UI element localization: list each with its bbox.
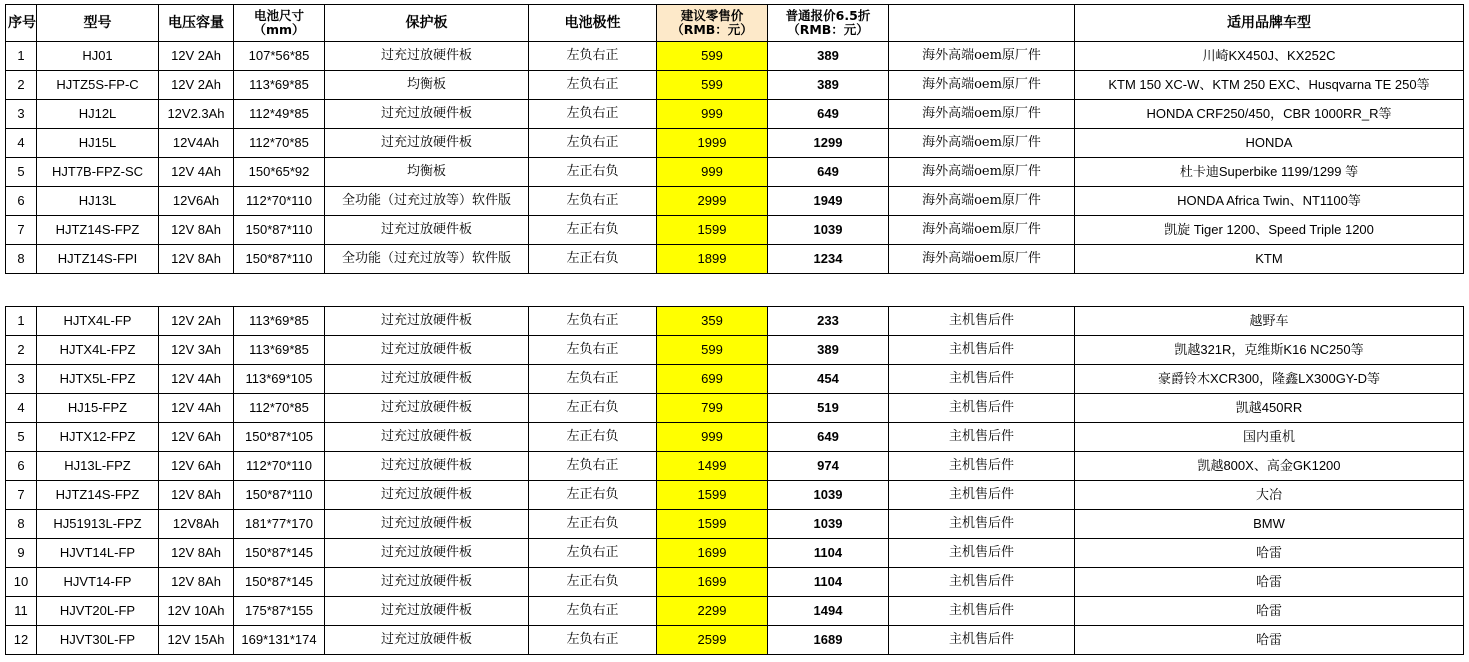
cell-protection-board: 过充过放硬件板 [325, 510, 529, 539]
cell-retail-price: 1999 [657, 129, 768, 158]
cell-protection-board: 过充过放硬件板 [325, 539, 529, 568]
cell-protection-board: 过充过放硬件板 [325, 100, 529, 129]
cell-size: 112*70*110 [234, 452, 325, 481]
cell-retail-price: 1699 [657, 539, 768, 568]
cell-source: 主机售后件 [889, 452, 1075, 481]
header-polarity: 电池极性 [529, 5, 657, 42]
cell-size: 150*87*105 [234, 423, 325, 452]
cell-fit-models: 豪爵铃木XCR300，隆鑫LX300GY-D等 [1075, 365, 1464, 394]
cell-size: 112*70*110 [234, 187, 325, 216]
cell-polarity: 左正右负 [529, 510, 657, 539]
cell-discount-price: 649 [768, 100, 889, 129]
table-row [6, 245, 1464, 274]
cell-voltage: 12V 3Ah [159, 336, 234, 365]
cell-voltage: 12V 6Ah [159, 452, 234, 481]
cell-polarity: 左负右正 [529, 539, 657, 568]
cell-polarity: 左负右正 [529, 597, 657, 626]
cell-discount-price: 1234 [768, 245, 889, 274]
cell-discount-price: 389 [768, 42, 889, 71]
aftermarket-battery-table [5, 306, 1464, 655]
cell-retail-price: 599 [657, 42, 768, 71]
cell-voltage: 12V 8Ah [159, 539, 234, 568]
table-row [6, 129, 1464, 158]
table-row [6, 365, 1464, 394]
cell-discount-price: 974 [768, 452, 889, 481]
cell-voltage: 12V 2Ah [159, 307, 234, 336]
cell-source: 主机售后件 [889, 365, 1075, 394]
cell-size: 112*49*85 [234, 100, 325, 129]
cell-protection-board: 过充过放硬件板 [325, 42, 529, 71]
table-row [6, 510, 1464, 539]
cell-fit-models: 哈雷 [1075, 568, 1464, 597]
cell-model: HJTZ14S-FPI [37, 245, 159, 274]
table-row [6, 452, 1464, 481]
cell-model: HJTZ14S-FPZ [37, 216, 159, 245]
cell-discount-price: 649 [768, 423, 889, 452]
cell-source: 主机售后件 [889, 336, 1075, 365]
cell-discount-price: 1104 [768, 568, 889, 597]
cell-discount-price: 389 [768, 336, 889, 365]
table-row [6, 481, 1464, 510]
cell-voltage: 12V 8Ah [159, 481, 234, 510]
table-row [6, 42, 1464, 71]
cell-retail-price: 1599 [657, 216, 768, 245]
cell-protection-board: 过充过放硬件板 [325, 365, 529, 394]
table-row [6, 187, 1464, 216]
cell-retail-price: 1599 [657, 481, 768, 510]
cell-model: HJTX4L-FPZ [37, 336, 159, 365]
cell-retail-price: 1699 [657, 568, 768, 597]
cell-protection-board: 全功能（过充过放等）软件版 [325, 187, 529, 216]
cell-size: 150*87*145 [234, 539, 325, 568]
cell-protection-board: 过充过放硬件板 [325, 597, 529, 626]
cell-size: 175*87*155 [234, 597, 325, 626]
cell-polarity: 左正右负 [529, 158, 657, 187]
cell-voltage: 12V 8Ah [159, 216, 234, 245]
oem-table-body [6, 42, 1464, 274]
cell-retail-price: 999 [657, 423, 768, 452]
cell-polarity: 左负右正 [529, 187, 657, 216]
cell-source: 海外高端oem原厂件 [889, 216, 1075, 245]
cell-model: HJVT14-FP [37, 568, 159, 597]
header-fit: 适用品牌车型 [1075, 5, 1464, 42]
cell-model: HJ15-FPZ [37, 394, 159, 423]
cell-source: 主机售后件 [889, 597, 1075, 626]
table-header [6, 5, 1464, 42]
cell-size: 150*65*92 [234, 158, 325, 187]
header-source [889, 5, 1075, 42]
cell-voltage: 12V4Ah [159, 129, 234, 158]
cell-source: 主机售后件 [889, 481, 1075, 510]
cell-protection-board: 过充过放硬件板 [325, 336, 529, 365]
cell-no: 1 [6, 307, 37, 336]
header-no: 序号 [6, 5, 37, 42]
cell-protection-board: 过充过放硬件板 [325, 394, 529, 423]
table-row [6, 158, 1464, 187]
cell-polarity: 左负右正 [529, 452, 657, 481]
cell-no: 5 [6, 423, 37, 452]
cell-fit-models: 凯越321R，克维斯K16 NC250等 [1075, 336, 1464, 365]
table-row [6, 568, 1464, 597]
cell-size: 150*87*110 [234, 216, 325, 245]
cell-source: 海外高端oem原厂件 [889, 129, 1075, 158]
header-discount-line1: 普通报价6.5折 [785, 8, 871, 23]
cell-fit-models: 哈雷 [1075, 626, 1464, 655]
table-row [6, 336, 1464, 365]
cell-size: 113*69*85 [234, 336, 325, 365]
cell-size: 112*70*85 [234, 129, 325, 158]
cell-protection-board: 均衡板 [325, 71, 529, 100]
cell-retail-price: 359 [657, 307, 768, 336]
cell-no: 5 [6, 158, 37, 187]
cell-polarity: 左负右正 [529, 336, 657, 365]
cell-discount-price: 1299 [768, 129, 889, 158]
cell-protection-board: 均衡板 [325, 158, 529, 187]
cell-size: 150*87*110 [234, 245, 325, 274]
cell-fit-models: 凯越800X、高金GK1200 [1075, 452, 1464, 481]
cell-no: 7 [6, 481, 37, 510]
header-size-line2: （mm） [253, 22, 305, 37]
cell-retail-price: 2999 [657, 187, 768, 216]
cell-no: 7 [6, 216, 37, 245]
header-retail-price [657, 5, 768, 42]
table-row [6, 626, 1464, 655]
cell-voltage: 12V 4Ah [159, 158, 234, 187]
cell-no: 1 [6, 42, 37, 71]
cell-discount-price: 1039 [768, 216, 889, 245]
cell-retail-price: 599 [657, 71, 768, 100]
cell-protection-board: 过充过放硬件板 [325, 568, 529, 597]
cell-no: 9 [6, 539, 37, 568]
cell-model: HJVT30L-FP [37, 626, 159, 655]
cell-size: 107*56*85 [234, 42, 325, 71]
cell-discount-price: 1104 [768, 539, 889, 568]
cell-no: 8 [6, 510, 37, 539]
cell-retail-price: 999 [657, 100, 768, 129]
cell-source: 海外高端oem原厂件 [889, 245, 1075, 274]
cell-protection-board: 过充过放硬件板 [325, 481, 529, 510]
cell-discount-price: 519 [768, 394, 889, 423]
cell-no: 12 [6, 626, 37, 655]
cell-voltage: 12V 10Ah [159, 597, 234, 626]
cell-source: 主机售后件 [889, 307, 1075, 336]
header-size [234, 5, 325, 42]
cell-retail-price: 2299 [657, 597, 768, 626]
cell-polarity: 左负右正 [529, 42, 657, 71]
cell-size: 181*77*170 [234, 510, 325, 539]
header-discount-line2: （RMB：元） [787, 22, 869, 37]
cell-fit-models: 川崎KX450J、KX252C [1075, 42, 1464, 71]
cell-fit-models: 凯旋 Tiger 1200、Speed Triple 1200 [1075, 216, 1464, 245]
cell-source: 海外高端oem原厂件 [889, 42, 1075, 71]
cell-fit-models: HONDA [1075, 129, 1464, 158]
cell-polarity: 左正右负 [529, 568, 657, 597]
cell-source: 主机售后件 [889, 568, 1075, 597]
cell-discount-price: 649 [768, 158, 889, 187]
cell-size: 150*87*145 [234, 568, 325, 597]
cell-voltage: 12V 4Ah [159, 394, 234, 423]
cell-discount-price: 233 [768, 307, 889, 336]
cell-fit-models: HONDA Africa Twin、NT1100等 [1075, 187, 1464, 216]
cell-protection-board: 过充过放硬件板 [325, 216, 529, 245]
cell-fit-models: 哈雷 [1075, 539, 1464, 568]
table-row [6, 539, 1464, 568]
cell-source: 主机售后件 [889, 394, 1075, 423]
cell-retail-price: 799 [657, 394, 768, 423]
cell-retail-price: 699 [657, 365, 768, 394]
cell-source: 主机售后件 [889, 539, 1075, 568]
cell-size: 112*70*85 [234, 394, 325, 423]
cell-fit-models: KTM 150 XC-W、KTM 250 EXC、Husqvarna TE 250等 [1075, 71, 1464, 100]
cell-fit-models: 越野车 [1075, 307, 1464, 336]
cell-model: HJ01 [37, 42, 159, 71]
cell-voltage: 12V 2Ah [159, 71, 234, 100]
cell-polarity: 左负右正 [529, 71, 657, 100]
cell-fit-models: 大冶 [1075, 481, 1464, 510]
cell-model: HJTZ5S-FP-C [37, 71, 159, 100]
cell-discount-price: 1949 [768, 187, 889, 216]
cell-size: 113*69*85 [234, 307, 325, 336]
table-row [6, 71, 1464, 100]
cell-protection-board: 过充过放硬件板 [325, 423, 529, 452]
cell-discount-price: 1039 [768, 510, 889, 539]
oem-battery-table [5, 4, 1464, 274]
cell-retail-price: 1599 [657, 510, 768, 539]
cell-model: HJTZ14S-FPZ [37, 481, 159, 510]
cell-source: 主机售后件 [889, 510, 1075, 539]
cell-no: 10 [6, 568, 37, 597]
cell-protection-board: 过充过放硬件板 [325, 307, 529, 336]
cell-voltage: 12V8Ah [159, 510, 234, 539]
header-discount-price [768, 5, 889, 42]
cell-voltage: 12V 6Ah [159, 423, 234, 452]
cell-voltage: 12V 2Ah [159, 42, 234, 71]
cell-source: 主机售后件 [889, 423, 1075, 452]
header-voltage: 电压容量 [159, 5, 234, 42]
cell-discount-price: 1039 [768, 481, 889, 510]
cell-fit-models: 凯越450RR [1075, 394, 1464, 423]
cell-model: HJT7B-FPZ-SC [37, 158, 159, 187]
cell-source: 海外高端oem原厂件 [889, 158, 1075, 187]
cell-no: 3 [6, 100, 37, 129]
cell-model: HJ13L-FPZ [37, 452, 159, 481]
cell-polarity: 左正右负 [529, 216, 657, 245]
cell-discount-price: 1689 [768, 626, 889, 655]
cell-no: 6 [6, 187, 37, 216]
cell-fit-models: 国内重机 [1075, 423, 1464, 452]
cell-voltage: 12V2.3Ah [159, 100, 234, 129]
cell-fit-models: HONDA CRF250/450，CBR 1000RR_R等 [1075, 100, 1464, 129]
header-model: 型号 [37, 5, 159, 42]
cell-no: 2 [6, 71, 37, 100]
header-size-line1: 电池尺寸 [253, 8, 304, 23]
cell-model: HJ51913L-FPZ [37, 510, 159, 539]
table-row [6, 423, 1464, 452]
cell-polarity: 左正右负 [529, 481, 657, 510]
cell-retail-price: 599 [657, 336, 768, 365]
cell-model: HJTX4L-FP [37, 307, 159, 336]
cell-no: 6 [6, 452, 37, 481]
table-row [6, 394, 1464, 423]
cell-model: HJTX12-FPZ [37, 423, 159, 452]
cell-no: 4 [6, 129, 37, 158]
cell-polarity: 左正右负 [529, 423, 657, 452]
cell-fit-models: BMW [1075, 510, 1464, 539]
cell-model: HJVT14L-FP [37, 539, 159, 568]
cell-no: 3 [6, 365, 37, 394]
cell-voltage: 12V 8Ah [159, 568, 234, 597]
cell-discount-price: 1494 [768, 597, 889, 626]
header-retail-line1: 建议零售价 [680, 8, 744, 23]
header-retail-line2: （RMB：元） [671, 22, 753, 37]
cell-size: 113*69*105 [234, 365, 325, 394]
cell-polarity: 左负右正 [529, 365, 657, 394]
cell-fit-models: KTM [1075, 245, 1464, 274]
header-row [6, 5, 1464, 42]
cell-model: HJVT20L-FP [37, 597, 159, 626]
cell-polarity: 左负右正 [529, 626, 657, 655]
cell-protection-board: 过充过放硬件板 [325, 452, 529, 481]
cell-model: HJ15L [37, 129, 159, 158]
table-row [6, 307, 1464, 336]
cell-protection-board: 过充过放硬件板 [325, 626, 529, 655]
cell-no: 4 [6, 394, 37, 423]
cell-polarity: 左正右负 [529, 394, 657, 423]
cell-retail-price: 1899 [657, 245, 768, 274]
cell-protection-board: 全功能（过充过放等）软件版 [325, 245, 529, 274]
cell-fit-models: 杜卡迪Superbike 1199/1299 等 [1075, 158, 1464, 187]
cell-retail-price: 2599 [657, 626, 768, 655]
cell-retail-price: 1499 [657, 452, 768, 481]
cell-voltage: 12V6Ah [159, 187, 234, 216]
cell-discount-price: 454 [768, 365, 889, 394]
cell-model: HJ12L [37, 100, 159, 129]
cell-voltage: 12V 4Ah [159, 365, 234, 394]
cell-polarity: 左负右正 [529, 129, 657, 158]
cell-polarity: 左正右负 [529, 245, 657, 274]
cell-retail-price: 999 [657, 158, 768, 187]
cell-voltage: 12V 15Ah [159, 626, 234, 655]
table-row [6, 597, 1464, 626]
cell-model: HJTX5L-FPZ [37, 365, 159, 394]
cell-no: 8 [6, 245, 37, 274]
cell-source: 海外高端oem原厂件 [889, 71, 1075, 100]
cell-size: 150*87*110 [234, 481, 325, 510]
cell-polarity: 左负右正 [529, 100, 657, 129]
cell-size: 169*131*174 [234, 626, 325, 655]
cell-protection-board: 过充过放硬件板 [325, 129, 529, 158]
cell-discount-price: 389 [768, 71, 889, 100]
cell-voltage: 12V 8Ah [159, 245, 234, 274]
cell-size: 113*69*85 [234, 71, 325, 100]
cell-source: 海外高端oem原厂件 [889, 187, 1075, 216]
cell-polarity: 左负右正 [529, 307, 657, 336]
header-board: 保护板 [325, 5, 529, 42]
cell-source: 主机售后件 [889, 626, 1075, 655]
cell-source: 海外高端oem原厂件 [889, 100, 1075, 129]
cell-fit-models: 哈雷 [1075, 597, 1464, 626]
table-row [6, 100, 1464, 129]
cell-no: 2 [6, 336, 37, 365]
table-row [6, 216, 1464, 245]
aftermarket-table-body [6, 307, 1464, 655]
cell-no: 11 [6, 597, 37, 626]
cell-model: HJ13L [37, 187, 159, 216]
